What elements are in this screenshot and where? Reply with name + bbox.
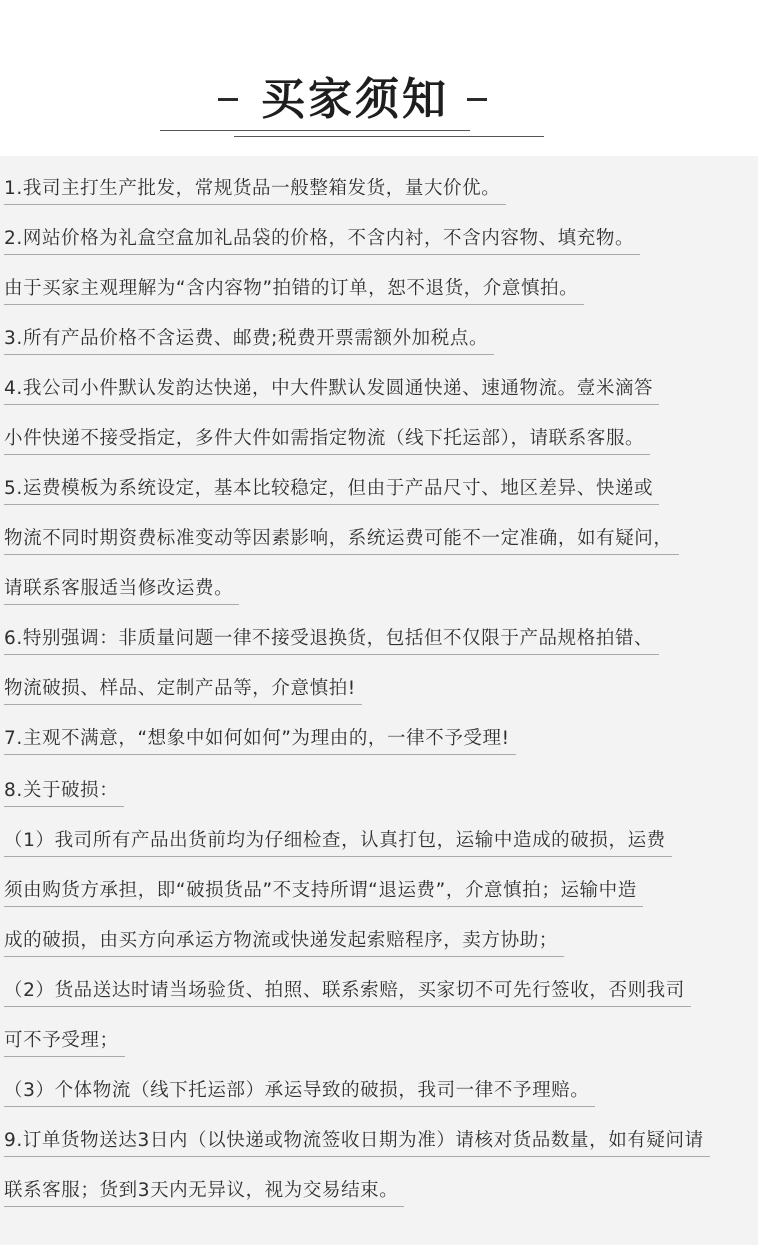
header [0,0,758,156]
notice-line: 可不予受理； [4,1026,125,1056]
notice-line: （2）货品送达时请当场验货、拍照、联系索赔，买家切不可先行签收，否则我司 [4,976,691,1006]
title-dash-left [218,98,238,101]
notice-line: 9.订单货物送达3日内（以快递或物流签收日期为准）请核对货品数量，如有疑问请 [4,1126,710,1156]
notice-line: 2.网站价格为礼盒空盒加礼品袋的价格，不含内衬，不含内容物、填充物。 [4,224,640,254]
notice-line: 5.运费模板为系统设定，基本比较稳定，但由于产品尺寸、地区差异、快递或 [4,474,659,504]
notice-line: 3.所有产品价格不含运费、邮费;税费开票需额外加税点。 [4,324,494,354]
notice-line: 请联系客服适当修改运费。 [4,574,239,604]
title-underline-2 [234,136,544,137]
title-block [0,62,758,132]
notice-body [0,156,758,1245]
notice-line: （3）个体物流（线下托运部）承运导致的破损，我司一律不予理赔。 [4,1076,595,1106]
notice-line: 小件快递不接受指定，多件大件如需指定物流（线下托运部），请联系客服。 [4,424,650,454]
notice-line: 成的破损，由买方向承运方物流或快递发起索赔程序，卖方协助； [4,926,564,956]
notice-line: 联系客服；货到3天内无异议，视为交易结束。 [4,1176,404,1206]
title-underline-1 [160,130,470,131]
notice-line: 8.关于破损： [4,776,124,806]
notice-line: 1.我司主打生产批发，常规货品一般整箱发货，量大价优。 [4,174,506,204]
notice-line: 由于买家主观理解为“含内容物”拍错的订单，恕不退货，介意慎拍。 [4,274,584,304]
notice-line: 物流破损、样品、定制产品等，介意慎拍! [4,674,362,704]
notice-line: 6.特别强调：非质量问题一律不接受退换货，包括但不仅限于产品规格拍错、 [4,624,659,654]
notice-line: 物流不同时期资费标准变动等因素影响，系统运费可能不一定准确，如有疑问， [4,524,679,554]
notice-line: 4.我公司小件默认发韵达快递，中大件默认发圆通快递、速通物流。壹米滴答 [4,374,659,404]
notice-line: 须由购货方承担，即“破损货品”不支持所谓“退运费”，介意慎拍；运输中造 [4,876,643,906]
notice-line: 7.主观不满意，“想象中如何如何”为理由的，一律不予受理! [4,724,516,754]
title-dash-right [467,98,487,101]
page-title: 买家须知 [261,74,449,125]
notice-line: （1）我司所有产品出货前均为仔细检查，认真打包，运输中造成的破损，运费 [4,826,672,856]
